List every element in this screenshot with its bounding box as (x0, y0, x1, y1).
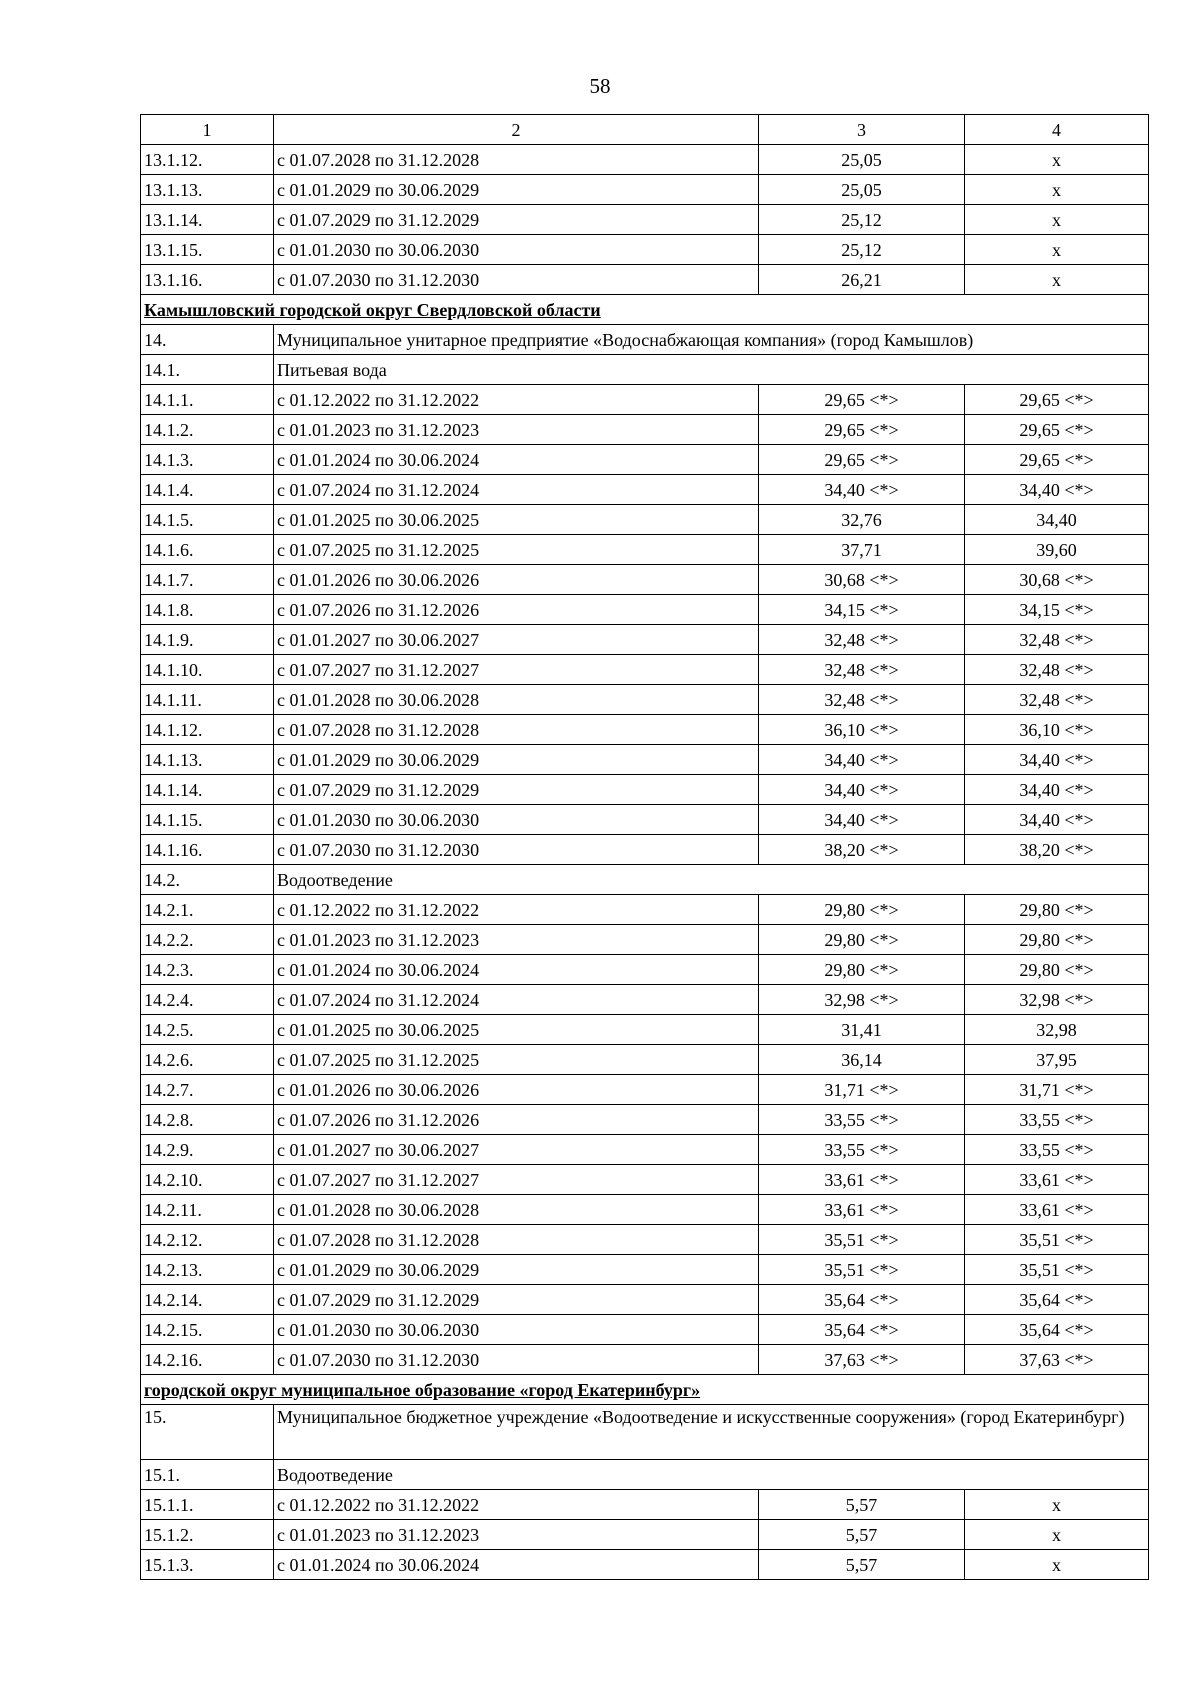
table-row (141, 1105, 1149, 1135)
tariff-value-col3: 36,14 (759, 1045, 965, 1075)
table-row (141, 985, 1149, 1015)
tariff-value-col3: 29,80 <*> (759, 925, 965, 955)
period-cell: с 01.01.2027 по 30.06.2027 (274, 625, 759, 655)
tariff-value-col4: 34,40 <*> (965, 805, 1149, 835)
period-cell: с 01.01.2029 по 30.06.2029 (274, 175, 759, 205)
page-number: 58 (589, 74, 611, 98)
tariff-value-col3: 32,48 <*> (759, 685, 965, 715)
period-cell: с 01.01.2028 по 30.06.2028 (274, 1195, 759, 1225)
period-cell: с 01.01.2030 по 30.06.2030 (274, 805, 759, 835)
period-cell: с 01.01.2030 по 30.06.2030 (274, 235, 759, 265)
group-number: 14.1. (141, 355, 274, 385)
row-number: 13.1.16. (141, 265, 274, 295)
tariff-value-col3: 30,68 <*> (759, 565, 965, 595)
table-row (141, 955, 1149, 985)
table-row (141, 1015, 1149, 1045)
column-number: 2 (274, 115, 759, 145)
tariff-value-col3: 34,40 <*> (759, 745, 965, 775)
tariff-value-col4: 29,80 <*> (965, 895, 1149, 925)
tariff-value-col4: 33,61 <*> (965, 1195, 1149, 1225)
row-number: 15.1.1. (141, 1490, 274, 1520)
tariff-value-col4: 37,95 (965, 1045, 1149, 1075)
row-number: 14.2.9. (141, 1135, 274, 1165)
row-number: 13.1.13. (141, 175, 274, 205)
tariff-value-col4: 32,48 <*> (965, 685, 1149, 715)
table-row (141, 1490, 1149, 1520)
period-cell: с 01.01.2025 по 30.06.2025 (274, 1015, 759, 1045)
tariff-value-col3: 29,65 <*> (759, 415, 965, 445)
period-cell: с 01.07.2028 по 31.12.2028 (274, 145, 759, 175)
period-cell: с 01.07.2030 по 31.12.2030 (274, 265, 759, 295)
period-cell: с 01.07.2028 по 31.12.2028 (274, 1225, 759, 1255)
table-row (141, 655, 1149, 685)
group-number: 14. (141, 325, 274, 355)
table-row (141, 385, 1149, 415)
region-heading-row (141, 295, 1149, 325)
tariff-value-col4: 33,55 <*> (965, 1105, 1149, 1135)
column-number-row (141, 115, 1149, 145)
row-number: 14.1.16. (141, 835, 274, 865)
region-heading: городской округ муниципальное образование «город Екатеринбург» (141, 1375, 1149, 1405)
period-cell: с 01.12.2022 по 31.12.2022 (274, 385, 759, 415)
tariff-value-col4: х (965, 1490, 1149, 1520)
tariff-value-col4: 29,80 <*> (965, 955, 1149, 985)
table-row (141, 235, 1149, 265)
table-row (141, 1315, 1149, 1345)
table-row (141, 925, 1149, 955)
period-cell: с 01.01.2026 по 30.06.2026 (274, 1075, 759, 1105)
period-cell: с 01.07.2027 по 31.12.2027 (274, 655, 759, 685)
group-title: Муниципальное унитарное предприятие «Водоснабжающая компания» (город Камышлов) (274, 325, 1149, 355)
period-cell: с 01.01.2030 по 30.06.2030 (274, 1315, 759, 1345)
period-cell: с 01.01.2027 по 30.06.2027 (274, 1135, 759, 1165)
period-cell: с 01.07.2026 по 31.12.2026 (274, 1105, 759, 1135)
table-row (141, 685, 1149, 715)
tariff-value-col3: 5,57 (759, 1550, 965, 1580)
tariff-value-col4: 30,68 <*> (965, 565, 1149, 595)
table-row (141, 625, 1149, 655)
row-number: 14.1.11. (141, 685, 274, 715)
row-number: 14.2.10. (141, 1165, 274, 1195)
tariff-value-col4: х (965, 205, 1149, 235)
table-row (141, 895, 1149, 925)
row-number: 14.1.2. (141, 415, 274, 445)
period-cell: с 01.01.2029 по 30.06.2029 (274, 745, 759, 775)
row-number: 14.1.7. (141, 565, 274, 595)
period-cell: с 01.01.2026 по 30.06.2026 (274, 565, 759, 595)
group-number: 15.1. (141, 1460, 274, 1490)
tariff-value-col4: х (965, 1520, 1149, 1550)
tariff-value-col3: 34,15 <*> (759, 595, 965, 625)
tariff-value-col3: 5,57 (759, 1520, 965, 1550)
tariff-value-col3: 25,12 (759, 235, 965, 265)
tariff-value-col3: 34,40 <*> (759, 805, 965, 835)
group-row (141, 325, 1149, 355)
row-number: 14.2.1. (141, 895, 274, 925)
group-row (141, 865, 1149, 895)
tariff-value-col3: 25,05 (759, 145, 965, 175)
column-number: 1 (141, 115, 274, 145)
row-number: 14.1.6. (141, 535, 274, 565)
period-cell: с 01.01.2023 по 31.12.2023 (274, 415, 759, 445)
row-number: 14.1.15. (141, 805, 274, 835)
period-cell: с 01.12.2022 по 31.12.2022 (274, 895, 759, 925)
tariff-value-col4: х (965, 145, 1149, 175)
tariff-value-col3: 37,71 (759, 535, 965, 565)
row-number: 13.1.14. (141, 205, 274, 235)
tariff-value-col4: 32,98 <*> (965, 985, 1149, 1015)
period-cell: с 01.07.2025 по 31.12.2025 (274, 535, 759, 565)
row-number: 14.1.3. (141, 445, 274, 475)
table-row (141, 1045, 1149, 1075)
tariff-table-body (141, 115, 1149, 1580)
tariff-value-col4: 33,55 <*> (965, 1135, 1149, 1165)
table-row (141, 565, 1149, 595)
tariff-value-col3: 25,05 (759, 175, 965, 205)
table-row (141, 145, 1149, 175)
row-number: 14.2.4. (141, 985, 274, 1015)
tariff-value-col3: 32,48 <*> (759, 655, 965, 685)
row-number: 14.2.12. (141, 1225, 274, 1255)
row-number: 15.1.2. (141, 1520, 274, 1550)
tariff-value-col3: 35,64 <*> (759, 1315, 965, 1345)
group-number: 15. (141, 1405, 274, 1460)
group-title: Муниципальное бюджетное учреждение «Водоотведение и искусственные сооружения» (город Екатеринбург) (274, 1405, 1149, 1460)
tariff-value-col3: 5,57 (759, 1490, 965, 1520)
row-number: 14.1.10. (141, 655, 274, 685)
tariff-value-col4: х (965, 235, 1149, 265)
group-number: 14.2. (141, 865, 274, 895)
tariff-value-col3: 29,65 <*> (759, 445, 965, 475)
tariff-value-col4: 34,40 <*> (965, 745, 1149, 775)
tariff-value-col3: 36,10 <*> (759, 715, 965, 745)
tariff-value-col3: 34,40 <*> (759, 475, 965, 505)
tariff-value-col4: 29,80 <*> (965, 925, 1149, 955)
group-title: Водоотведение (274, 1460, 1149, 1490)
period-cell: с 01.07.2029 по 31.12.2029 (274, 775, 759, 805)
period-cell: с 01.01.2028 по 30.06.2028 (274, 685, 759, 715)
period-cell: с 01.07.2029 по 31.12.2029 (274, 205, 759, 235)
row-number: 14.2.11. (141, 1195, 274, 1225)
table-row (141, 1165, 1149, 1195)
row-number: 14.2.15. (141, 1315, 274, 1345)
row-number: 14.1.4. (141, 475, 274, 505)
row-number: 14.2.7. (141, 1075, 274, 1105)
period-cell: с 01.07.2024 по 31.12.2024 (274, 475, 759, 505)
row-number: 14.1.8. (141, 595, 274, 625)
table-row (141, 475, 1149, 505)
table-row (141, 505, 1149, 535)
period-cell: с 01.01.2023 по 31.12.2023 (274, 1520, 759, 1550)
group-row (141, 1460, 1149, 1490)
table-row (141, 835, 1149, 865)
period-cell: с 01.07.2024 по 31.12.2024 (274, 985, 759, 1015)
tariff-value-col4: х (965, 265, 1149, 295)
tariff-value-col3: 33,55 <*> (759, 1105, 965, 1135)
table-row (141, 1255, 1149, 1285)
tariff-value-col4: 29,65 <*> (965, 445, 1149, 475)
row-number: 14.1.14. (141, 775, 274, 805)
tariff-value-col4: 31,71 <*> (965, 1075, 1149, 1105)
tariff-value-col4: 34,40 <*> (965, 775, 1149, 805)
period-cell: с 01.07.2025 по 31.12.2025 (274, 1045, 759, 1075)
tariff-value-col3: 37,63 <*> (759, 1345, 965, 1375)
tariff-value-col3: 35,64 <*> (759, 1285, 965, 1315)
tariff-value-col4: 29,65 <*> (965, 385, 1149, 415)
tariff-value-col4: 37,63 <*> (965, 1345, 1149, 1375)
table-row (141, 445, 1149, 475)
tariff-value-col3: 31,71 <*> (759, 1075, 965, 1105)
tariff-value-col4: 34,15 <*> (965, 595, 1149, 625)
table-row (141, 265, 1149, 295)
row-number: 14.1.9. (141, 625, 274, 655)
row-number: 14.2.3. (141, 955, 274, 985)
group-title: Водоотведение (274, 865, 1149, 895)
tariff-value-col3: 32,76 (759, 505, 965, 535)
tariff-value-col4: 29,65 <*> (965, 415, 1149, 445)
tariff-value-col4: 33,61 <*> (965, 1165, 1149, 1195)
tariff-value-col4: 38,20 <*> (965, 835, 1149, 865)
tariff-value-col3: 25,12 (759, 205, 965, 235)
column-number: 3 (759, 115, 965, 145)
table-row (141, 205, 1149, 235)
row-number: 14.2.13. (141, 1255, 274, 1285)
table-row (141, 745, 1149, 775)
tariff-value-col4: 36,10 <*> (965, 715, 1149, 745)
period-cell: с 01.01.2025 по 30.06.2025 (274, 505, 759, 535)
table-row (141, 415, 1149, 445)
tariff-value-col3: 38,20 <*> (759, 835, 965, 865)
group-row (141, 1405, 1149, 1460)
table-row (141, 175, 1149, 205)
row-number: 14.1.5. (141, 505, 274, 535)
tariff-value-col4: 32,98 (965, 1015, 1149, 1045)
tariff-value-col3: 31,41 (759, 1015, 965, 1045)
table-row (141, 1285, 1149, 1315)
period-cell: с 01.07.2030 по 31.12.2030 (274, 1345, 759, 1375)
period-cell: с 01.07.2027 по 31.12.2027 (274, 1165, 759, 1195)
tariff-value-col3: 33,61 <*> (759, 1165, 965, 1195)
row-number: 14.1.1. (141, 385, 274, 415)
tariff-value-col3: 34,40 <*> (759, 775, 965, 805)
period-cell: с 01.07.2029 по 31.12.2029 (274, 1285, 759, 1315)
row-number: 14.2.8. (141, 1105, 274, 1135)
period-cell: с 01.07.2030 по 31.12.2030 (274, 835, 759, 865)
tariff-value-col3: 29,80 <*> (759, 895, 965, 925)
table-row (141, 805, 1149, 835)
table-row (141, 775, 1149, 805)
table-row (141, 1345, 1149, 1375)
tariff-value-col4: 39,60 (965, 535, 1149, 565)
region-heading-row (141, 1375, 1149, 1405)
tariff-value-col4: х (965, 1550, 1149, 1580)
tariff-value-col4: 35,51 <*> (965, 1255, 1149, 1285)
tariff-value-col4: 34,40 (965, 505, 1149, 535)
row-number: 14.2.5. (141, 1015, 274, 1045)
row-number: 13.1.12. (141, 145, 274, 175)
period-cell: с 01.01.2024 по 30.06.2024 (274, 955, 759, 985)
group-title: Питьевая вода (274, 355, 1149, 385)
table-row (141, 715, 1149, 745)
period-cell: с 01.01.2024 по 30.06.2024 (274, 1550, 759, 1580)
period-cell: с 01.01.2029 по 30.06.2029 (274, 1255, 759, 1285)
tariff-value-col3: 29,80 <*> (759, 955, 965, 985)
table-row (141, 1550, 1149, 1580)
period-cell: с 01.12.2022 по 31.12.2022 (274, 1490, 759, 1520)
tariff-value-col4: 32,48 <*> (965, 655, 1149, 685)
row-number: 14.1.12. (141, 715, 274, 745)
row-number: 14.2.2. (141, 925, 274, 955)
tariff-value-col3: 32,48 <*> (759, 625, 965, 655)
table-row (141, 1195, 1149, 1225)
tariff-value-col4: 32,48 <*> (965, 625, 1149, 655)
tariff-value-col4: 34,40 <*> (965, 475, 1149, 505)
row-number: 14.2.6. (141, 1045, 274, 1075)
tariff-table (140, 114, 1149, 1580)
row-number: 13.1.15. (141, 235, 274, 265)
period-cell: с 01.07.2026 по 31.12.2026 (274, 595, 759, 625)
tariff-value-col3: 33,55 <*> (759, 1135, 965, 1165)
tariff-value-col3: 32,98 <*> (759, 985, 965, 1015)
row-number: 14.2.16. (141, 1345, 274, 1375)
row-number: 14.2.14. (141, 1285, 274, 1315)
table-row (141, 1135, 1149, 1165)
table-row (141, 595, 1149, 625)
column-number: 4 (965, 115, 1149, 145)
tariff-value-col3: 26,21 (759, 265, 965, 295)
row-number: 14.1.13. (141, 745, 274, 775)
tariff-value-col3: 29,65 <*> (759, 385, 965, 415)
table-row (141, 1225, 1149, 1255)
table-row (141, 1520, 1149, 1550)
row-number: 15.1.3. (141, 1550, 274, 1580)
tariff-value-col4: 35,64 <*> (965, 1285, 1149, 1315)
period-cell: с 01.07.2028 по 31.12.2028 (274, 715, 759, 745)
tariff-value-col4: 35,51 <*> (965, 1225, 1149, 1255)
tariff-value-col4: 35,64 <*> (965, 1315, 1149, 1345)
group-row (141, 355, 1149, 385)
region-heading: Камышловский городской округ Свердловской области (141, 295, 1149, 325)
table-row (141, 535, 1149, 565)
tariff-value-col3: 35,51 <*> (759, 1225, 965, 1255)
table-row (141, 1075, 1149, 1105)
tariff-value-col3: 35,51 <*> (759, 1255, 965, 1285)
tariff-value-col4: х (965, 175, 1149, 205)
tariff-value-col3: 33,61 <*> (759, 1195, 965, 1225)
period-cell: с 01.01.2024 по 30.06.2024 (274, 445, 759, 475)
period-cell: с 01.01.2023 по 31.12.2023 (274, 925, 759, 955)
